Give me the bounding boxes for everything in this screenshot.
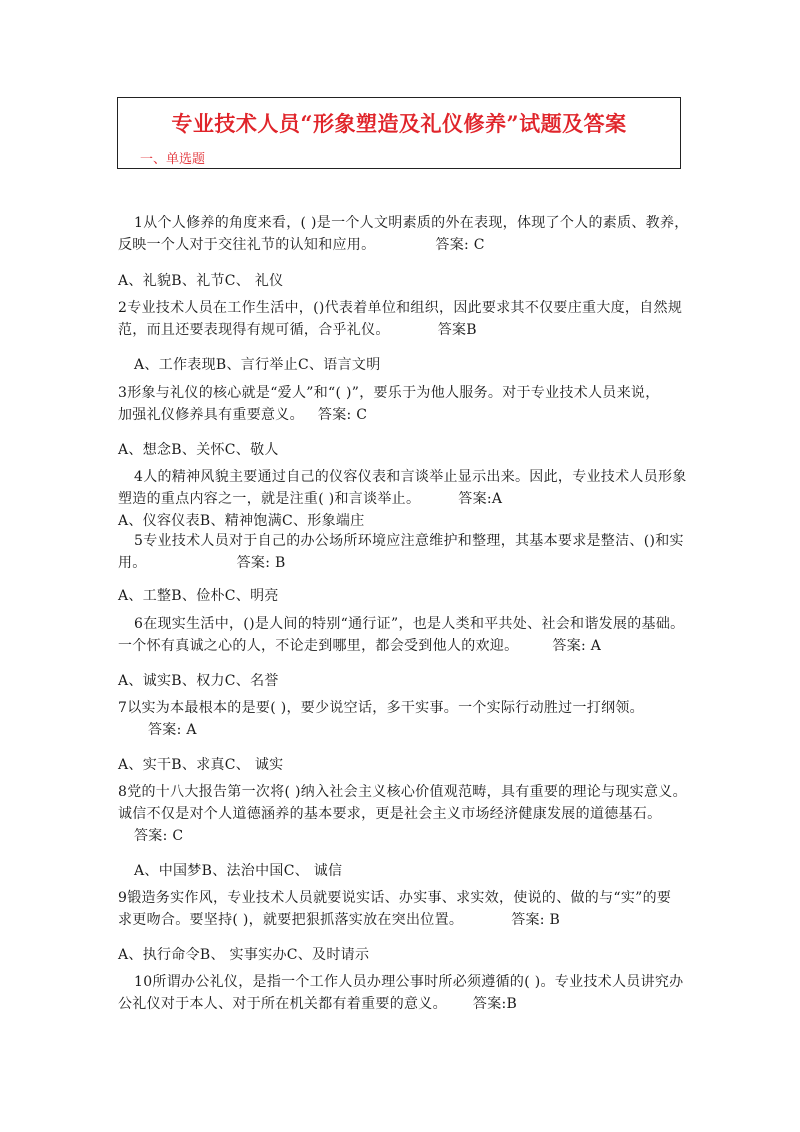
question-6-line-2: 一个怀有真诚之心的人，不论走到哪里，都会受到他人的欢迎。 答案: A bbox=[118, 638, 602, 654]
answer-2: 答案B bbox=[437, 322, 477, 338]
question-6-line-1: 6在现实生活中，()是人间的特别“通行证”，也是人类和平共处、社会和谐发展的基础。 bbox=[134, 616, 685, 632]
question-1-line-1: 1从个人修养的角度来看，( )是一个人文明素质的外在表现，体现了个人的素质、教养， bbox=[134, 215, 689, 231]
options-3: A、想念B、关怀C、敬人 bbox=[118, 442, 279, 458]
answer-9: 答案: B bbox=[511, 912, 561, 928]
section-heading: 一、单选题 bbox=[140, 152, 206, 167]
answer-1: 答案: C bbox=[435, 237, 485, 253]
answer-7: 答案: A bbox=[148, 722, 197, 738]
question-10-line-1: 10所谓办公礼仪，是指一个工作人员办理公事时所必须遵循的( )。专业技术人员讲究办 bbox=[134, 974, 684, 990]
question-9-line-2: 求更吻合。要坚持( )，就要把狠抓落实放在突出位置。 答案: B bbox=[118, 912, 561, 928]
question-1-line-2: 反映一个人对于交往礼节的认知和应用。 答案: C bbox=[118, 237, 485, 253]
options-6: A、诚实B、权力C、名誉 bbox=[118, 673, 279, 689]
options-7: A、实干B、求真C、 诚实 bbox=[118, 757, 284, 773]
options-2: A、工作表现B、言行举止C、语言文明 bbox=[134, 357, 381, 373]
question-5-line-2: 用。 答案: B bbox=[118, 555, 286, 571]
page-title: 专业技术人员“形象塑造及礼仪修养”试题及答案 bbox=[171, 111, 627, 136]
answer-6: 答案: A bbox=[552, 638, 602, 654]
question-3-line-2: 加强礼仪修养具有重要意义。 答案: C bbox=[118, 407, 368, 423]
options-5: A、工整B、俭朴C、明亮 bbox=[118, 588, 279, 604]
question-8-line-1: 8党的十八大报告第一次将( )纳入社会主义核心价值观范畴，具有重要的理论与现实意义。 bbox=[118, 784, 687, 800]
question-4-line-2: 塑造的重点内容之一，就是注重( )和言谈举止。 答案:A bbox=[118, 491, 503, 507]
question-7-line-1: 7以实为本最根本的是要( )，要少说空话，多干实事。一个实际行动胜过一打纲领。 bbox=[118, 700, 644, 716]
question-3-line-1: 3形象与礼仪的核心就是“爱人”和“( )”，要乐于为他人服务。对于专业技术人员来说， bbox=[118, 385, 660, 401]
question-5-line-1: 5专业技术人员对于自己的办公场所环境应注意维护和整理，其基本要求是整洁、()和实 bbox=[134, 533, 684, 549]
title-box bbox=[117, 97, 681, 169]
question-2-line-2: 范，而且还要表现得有规可循，合乎礼仪。 答案B bbox=[118, 322, 477, 338]
question-4-line-1: 4人的精神风貌主要通过自己的仪容仪表和言谈举止显示出来。因此，专业技术人员形象 bbox=[134, 469, 687, 485]
answer-10: 答案:B bbox=[472, 996, 518, 1012]
options-8: A、中国梦B、法治中国C、 诚信 bbox=[134, 863, 343, 879]
options-9: A、执行命令B、 实事实办C、及时请示 bbox=[118, 947, 370, 963]
options-1: A、礼貌B、礼节C、 礼仪 bbox=[118, 273, 284, 289]
options-4: A、仪容仪表B、精神饱满C、形象端庄 bbox=[118, 513, 365, 529]
question-8-line-2: 诚信不仅是对个人道德涵养的基本要求，更是社会主义市场经济健康发展的道德基石。 bbox=[118, 806, 662, 822]
answer-4: 答案:A bbox=[458, 491, 503, 507]
answer-3: 答案: C bbox=[317, 407, 368, 423]
question-9-line-1: 9锻造务实作风，专业技术人员就要说实话、办实事、求实效，使说的、做的与“实”的要 bbox=[118, 890, 672, 906]
answer-8: 答案: C bbox=[134, 828, 184, 844]
answer-5: 答案: B bbox=[236, 555, 286, 571]
question-10-line-2: 公礼仪对于本人、对于所在机关都有着重要的意义。 答案:B bbox=[118, 996, 518, 1012]
question-2-line-1: 2专业技术人员在工作生活中，()代表着单位和组织，因此要求其不仅要庄重大度，自然规 bbox=[118, 300, 683, 316]
